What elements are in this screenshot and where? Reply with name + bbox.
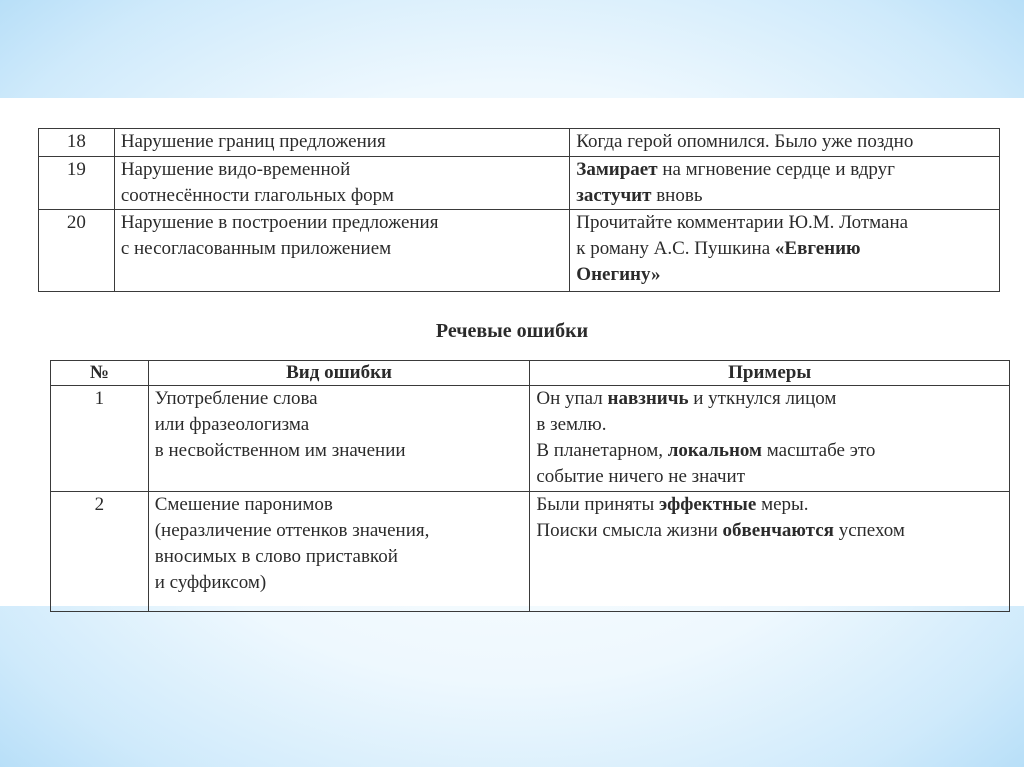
header-number: № [51,361,149,386]
example-cell [530,386,1010,492]
row-number: 2 [51,492,149,612]
error-type-cell [148,386,530,492]
error-type-cell [114,129,569,157]
table-header-row [51,361,1010,386]
table-row [51,386,1010,492]
example-text: В планетарном, [536,440,668,461]
table-row [39,210,1000,292]
example-line [576,129,993,155]
example-text: событие ничего не значит [536,466,745,487]
table-row [51,492,1010,612]
example-line [536,518,1003,544]
example-line [536,386,1003,412]
example-text: к роману А.С. Пушкина [576,238,775,259]
error-type-cell [114,157,569,210]
header-error-type: Вид ошибки [148,361,530,386]
example-text: Поиски смысла жизни [536,520,723,541]
example-text: Он упал [536,388,608,409]
example-cell [570,129,1000,157]
example-line [536,464,1003,490]
error-type-cell [148,492,530,612]
example-highlight: обвенчаются [722,520,834,541]
example-text: успехом [833,520,905,541]
example-line [536,412,1003,438]
document-page [0,98,1024,606]
example-text: вновь [651,185,703,206]
grammar-errors-table [38,128,1000,292]
row-number: 19 [39,157,115,210]
error-type-line: Смешение паронимов [154,494,333,515]
example-line [576,262,993,288]
example-text: Когда герой опомнился. Было уже поздно [576,131,914,152]
example-highlight: «Евгению [774,238,861,259]
error-type-line: с несогласованным приложением [120,238,392,259]
error-type-line: вносимых в слово приставкой [154,546,398,567]
error-type-line: Нарушение границ предложения [120,131,386,152]
section-title: Речевые ошибки [435,320,589,342]
example-text: в землю. [536,414,607,435]
example-line [536,438,1003,464]
error-type-line: и суффиксом) [154,572,267,593]
example-text: и уткнулся лицом [688,388,837,409]
table-row [39,157,1000,210]
error-type-line: (неразличение оттенков значения, [154,520,430,541]
example-line [576,210,993,236]
row-number: 18 [39,129,115,157]
example-text: Были приняты [536,494,659,515]
example-cell [570,210,1000,292]
example-highlight: Замирает [576,159,658,180]
example-line [536,492,1003,518]
example-text: Прочитайте комментарии Ю.М. Лотмана [576,212,909,233]
example-text: меры. [756,494,809,515]
example-text: на мгновение сердце и вдруг [657,159,895,180]
example-highlight: эффектные [659,494,757,515]
example-line [576,157,993,183]
example-cell [530,492,1010,612]
error-type-line: или фразеологизма [154,414,310,435]
error-type-line: Нарушение в построении предложения [120,212,439,233]
speech-errors-table [50,360,1010,612]
example-highlight: застучит [576,185,652,206]
error-type-line: соотнесённости глагольных форм [120,185,394,206]
header-examples: Примеры [530,361,1010,386]
error-type-line: Нарушение видо-временной [120,159,351,180]
example-line [576,183,993,209]
example-cell [570,157,1000,210]
example-highlight: локальном [667,440,762,461]
error-type-line: Употребление слова [154,388,318,409]
example-highlight: навзничь [607,388,689,409]
example-line [576,236,993,262]
example-text: масштабе это [762,440,876,461]
row-number: 20 [39,210,115,292]
error-type-cell [114,210,569,292]
example-highlight: Онегину» [576,264,661,285]
table-row [39,129,1000,157]
row-number: 1 [51,386,149,492]
error-type-line: в несвойственном им значении [154,440,406,461]
